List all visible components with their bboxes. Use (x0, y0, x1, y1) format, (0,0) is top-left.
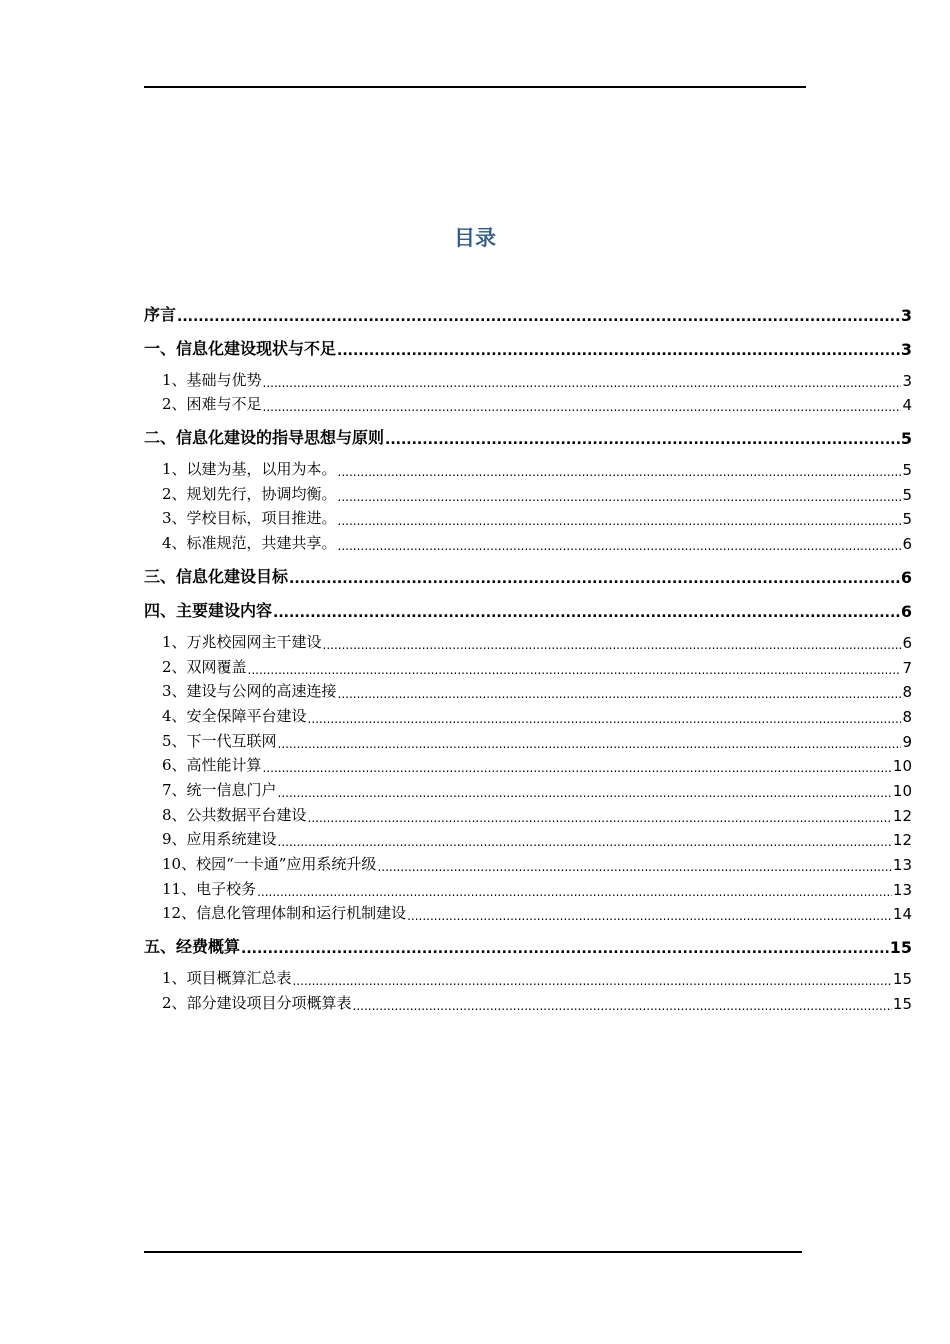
toc-dot-leader (289, 571, 900, 587)
toc-dot-leader (338, 514, 902, 528)
toc-subsection-entry[interactable] (144, 454, 912, 479)
toc-entry-text: 4、安全保障平台建设 (162, 706, 307, 725)
toc-subsection-entry[interactable] (144, 390, 912, 415)
toc-dot-leader (273, 605, 900, 621)
toc-subsection-entry[interactable] (144, 825, 912, 850)
toc-page-number: 3 (900, 306, 912, 325)
toc-page-number: 12 (892, 831, 912, 850)
toc-subsection-entry[interactable] (144, 627, 912, 652)
toc-entry-text: 5、下一代互联网 (162, 731, 277, 750)
toc-dot-leader (338, 465, 902, 479)
toc-subsection-entry[interactable] (144, 677, 912, 702)
toc-page-number: 15 (892, 994, 912, 1013)
toc-dot-leader (323, 638, 902, 652)
toc-dot-leader (337, 343, 900, 359)
toc-subsection-entry[interactable] (144, 528, 912, 553)
toc-dot-leader (308, 712, 902, 726)
toc-page-number: 5 (900, 429, 912, 449)
toc-entry-text: 3、建设与公网的高速连接 (162, 682, 337, 701)
toc-entry-text: 4、标准规范，共建共享。 (162, 534, 337, 553)
toc-entry-text: 序言 (144, 305, 177, 324)
toc-subsection-entry[interactable] (144, 963, 912, 988)
toc-dot-leader (407, 909, 892, 923)
toc-dot-leader (248, 663, 902, 677)
toc-entry-text: 6、高性能计算 (162, 756, 262, 775)
toc-entry-text: 11、电子校务 (162, 879, 257, 898)
toc-entry-text: 1、万兆校园网主干建设 (162, 632, 322, 651)
toc-subsection-entry[interactable] (144, 726, 912, 751)
page-title: 目录 (454, 226, 496, 250)
toc-subsection-entry[interactable] (144, 800, 912, 825)
toc-subsection-entry[interactable] (144, 365, 912, 390)
toc-page-number: 5 (902, 485, 912, 504)
toc-entry-text: 三、信息化建设目标 (144, 567, 289, 587)
toc-page-number: 6 (902, 633, 912, 652)
toc-dot-leader (353, 999, 892, 1013)
toc-entry-text: 3、学校目标，项目推进。 (162, 509, 337, 528)
toc-dot-leader (278, 737, 902, 751)
toc-dot-leader (385, 432, 900, 448)
toc-subsection-entry[interactable] (144, 479, 912, 504)
toc-entry-text: 五、经费概算 (144, 937, 241, 957)
toc-entry-text: 1、基础与优势 (162, 370, 262, 389)
toc-entry-text: 9、应用系统建设 (162, 830, 277, 849)
toc-dot-leader (293, 974, 892, 988)
toc-entry-text: 1、项目概算汇总表 (162, 969, 292, 988)
toc-dot-leader (338, 539, 902, 553)
header-rule (144, 86, 806, 88)
toc-dot-leader (338, 687, 902, 701)
toc-subsection-entry[interactable] (144, 504, 912, 529)
toc-subsection-entry[interactable] (144, 988, 912, 1013)
toc-section-entry[interactable] (144, 334, 912, 359)
toc-entry-text: 2、双网覆盖 (162, 657, 247, 676)
toc-section-entry[interactable] (144, 300, 912, 325)
toc-entry-text: 10、校园“一卡通”应用系统升级 (162, 855, 377, 873)
toc-entry-text: 7、统一信息门户 (162, 780, 277, 799)
toc-dot-leader (263, 376, 902, 390)
toc-page-number: 10 (892, 781, 912, 800)
toc-subsection-entry[interactable] (144, 652, 912, 677)
toc-page-number: 3 (900, 340, 912, 359)
toc-page-number: 5 (902, 461, 912, 480)
toc-entry-text: 12、信息化管理体制和运行机制建设 (162, 904, 407, 923)
toc-subsection-entry[interactable] (144, 701, 912, 726)
toc-page-number: 15 (889, 938, 912, 958)
toc-subsection-entry[interactable] (144, 849, 912, 874)
toc-dot-leader (257, 885, 892, 899)
toc-section-entry[interactable] (144, 596, 912, 621)
toc-page-number: 9 (902, 732, 912, 751)
footer-rule (144, 1251, 802, 1253)
toc-page-number: 6 (900, 568, 912, 588)
toc-entry-text: 2、规划先行，协调均衡。 (162, 484, 337, 503)
toc-dot-leader (241, 941, 889, 957)
toc-page-number: 5 (902, 510, 912, 529)
toc-page-number: 13 (892, 856, 912, 874)
toc-section-entry[interactable] (144, 932, 912, 957)
toc-entry-text: 1、以建为基，以用为本。 (162, 460, 337, 479)
toc-page-number: 12 (892, 806, 912, 825)
toc-subsection-entry[interactable] (144, 775, 912, 800)
toc-dot-leader (263, 761, 892, 775)
toc-entry-text: 二、信息化建设的指导思想与原则 (144, 428, 385, 448)
table-of-contents (144, 300, 912, 1013)
toc-dot-leader (377, 860, 891, 874)
toc-page-number: 6 (900, 602, 912, 622)
toc-page-number: 10 (892, 757, 912, 776)
toc-page-number: 7 (902, 658, 912, 677)
toc-dot-leader (263, 400, 902, 414)
toc-page-number: 15 (892, 970, 912, 989)
toc-entry-text: 四、主要建设内容 (144, 601, 273, 621)
toc-entry-text: 一、信息化建设现状与不足 (144, 339, 337, 358)
toc-dot-leader (278, 786, 892, 800)
toc-subsection-entry[interactable] (144, 899, 912, 924)
toc-entry-text: 2、部分建设项目分项概算表 (162, 993, 352, 1012)
toc-page-number: 8 (902, 707, 912, 726)
toc-page-number: 13 (892, 880, 912, 899)
toc-entry-text: 8、公共数据平台建设 (162, 805, 307, 824)
toc-dot-leader (278, 835, 892, 849)
toc-subsection-entry[interactable] (144, 874, 912, 899)
toc-section-entry[interactable] (144, 423, 912, 448)
toc-dot-leader (338, 490, 902, 504)
toc-dot-leader (177, 309, 900, 325)
toc-page-number: 8 (902, 683, 912, 702)
toc-section-entry[interactable] (144, 562, 912, 587)
toc-page-number: 6 (902, 535, 912, 554)
toc-entry-text: 2、困难与不足 (162, 395, 262, 414)
toc-dot-leader (308, 811, 892, 825)
toc-subsection-entry[interactable] (144, 751, 912, 776)
toc-page-number: 14 (892, 905, 912, 924)
toc-page-number: 4 (902, 396, 912, 415)
toc-page-number: 3 (902, 371, 912, 390)
